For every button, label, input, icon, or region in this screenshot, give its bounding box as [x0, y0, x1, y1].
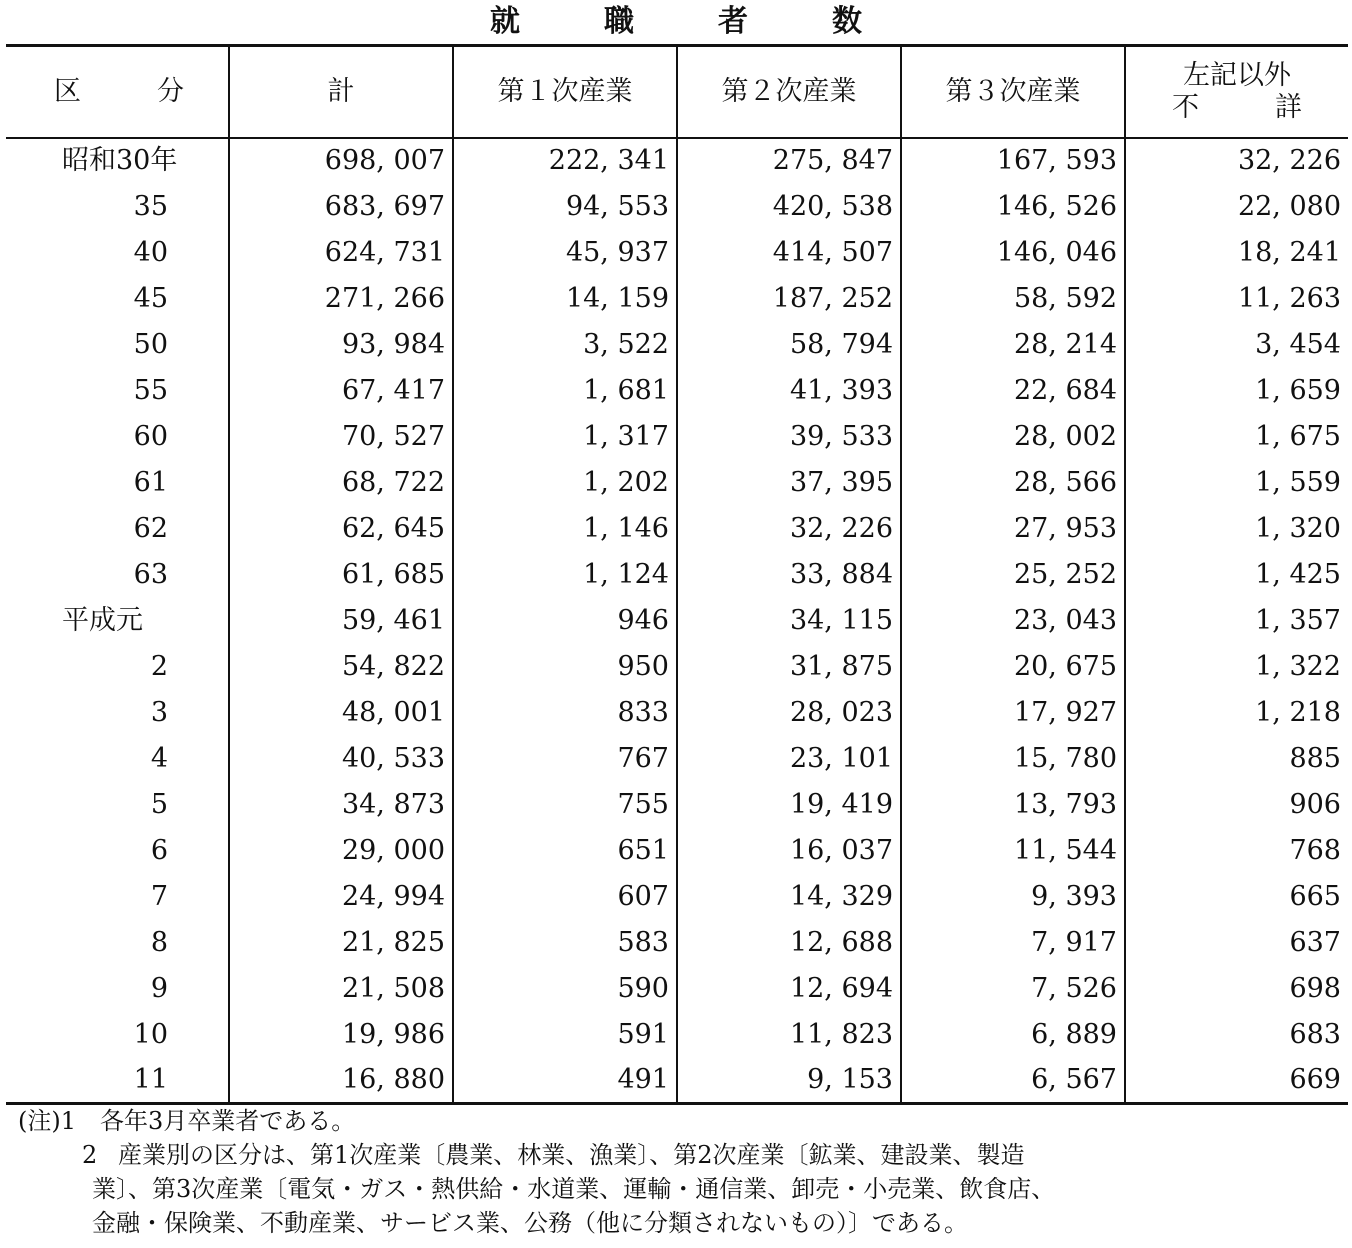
- cell-other: 665: [1125, 874, 1348, 920]
- table-row: [6, 644, 1348, 690]
- cell-tertiary: 9, 393: [901, 874, 1125, 920]
- row-label: 60: [133, 420, 168, 452]
- table-row: [6, 552, 1348, 598]
- cell-total: 271, 266: [229, 276, 453, 322]
- employment-table: [6, 44, 1348, 1105]
- table-title: [0, 2, 1352, 42]
- title-char: 就: [490, 4, 520, 39]
- cell-tertiary: 146, 046: [901, 230, 1125, 276]
- cell-secondary: 32, 226: [677, 506, 901, 552]
- cell-total: 21, 825: [229, 920, 453, 966]
- cell-tertiary: 15, 780: [901, 736, 1125, 782]
- cell-secondary: 31, 875: [677, 644, 901, 690]
- cell-total: 68, 722: [229, 460, 453, 506]
- cell-primary: 590: [453, 966, 677, 1012]
- cell-primary: 94, 553: [453, 184, 677, 230]
- note-2-text-line2: 業〕、第3次産業〔電気・ガス・熱供給・水道業、運輸・通信業、卸売・小売業、飲食店、: [92, 1175, 1056, 1203]
- table-row: [6, 322, 1348, 368]
- cell-secondary: 16, 037: [677, 828, 901, 874]
- cell-other: 669: [1125, 1058, 1348, 1104]
- title-char: 者: [718, 4, 748, 39]
- cell-total: 93, 984: [229, 322, 453, 368]
- note-2-text-line3: 金融・保険業、不動産業、サービス業、公務（他に分類されないもの）〕である。: [92, 1209, 968, 1237]
- note-1: [18, 1104, 1338, 1138]
- cell-primary: 755: [453, 782, 677, 828]
- table-row: [6, 736, 1348, 782]
- cell-secondary: 275, 847: [677, 138, 901, 184]
- row-label: 63: [133, 558, 168, 590]
- cell-secondary: 11, 823: [677, 1012, 901, 1058]
- cell-total: 24, 994: [229, 874, 453, 920]
- cell-secondary: 12, 688: [677, 920, 901, 966]
- cell-total: 21, 508: [229, 966, 453, 1012]
- cell-other: 1, 320: [1125, 506, 1348, 552]
- table-row: [6, 1012, 1348, 1058]
- cell-total: 29, 000: [229, 828, 453, 874]
- row-label: 62: [133, 512, 168, 544]
- cell-secondary: 34, 115: [677, 598, 901, 644]
- cell-other: 11, 263: [1125, 276, 1348, 322]
- cell-tertiary: 17, 927: [901, 690, 1125, 736]
- table-row: [6, 230, 1348, 276]
- note-mark: (注)1: [18, 1107, 77, 1135]
- cell-other: 683: [1125, 1012, 1348, 1058]
- cell-other: 1, 425: [1125, 552, 1348, 598]
- cell-total: 70, 527: [229, 414, 453, 460]
- cell-primary: 946: [453, 598, 677, 644]
- row-label: 平成元: [62, 604, 143, 636]
- note-1-text: 各年3月卒業者である。: [100, 1107, 356, 1135]
- cell-secondary: 9, 153: [677, 1058, 901, 1104]
- table-row: [6, 966, 1348, 1012]
- header-total: 計: [229, 46, 453, 138]
- cell-total: 16, 880: [229, 1058, 453, 1104]
- cell-secondary: 187, 252: [677, 276, 901, 322]
- row-label: 8: [150, 926, 168, 958]
- cell-other: 885: [1125, 736, 1348, 782]
- cell-other: 3, 454: [1125, 322, 1348, 368]
- row-label: 5: [150, 788, 168, 820]
- cell-tertiary: 23, 043: [901, 598, 1125, 644]
- table-row: [6, 1058, 1348, 1104]
- cell-primary: 45, 937: [453, 230, 677, 276]
- cell-secondary: 12, 694: [677, 966, 901, 1012]
- cell-tertiary: 7, 526: [901, 966, 1125, 1012]
- cell-total: 40, 533: [229, 736, 453, 782]
- row-label: 11: [6, 1058, 229, 1104]
- row-label: 7: [150, 880, 168, 912]
- cell-tertiary: 28, 214: [901, 322, 1125, 368]
- cell-total: 698, 007: [229, 138, 453, 184]
- cell-primary: 1, 124: [453, 552, 677, 598]
- cell-other: 1, 357: [1125, 598, 1348, 644]
- cell-tertiary: 11, 544: [901, 828, 1125, 874]
- cell-total: 34, 873: [229, 782, 453, 828]
- cell-other: 32, 226: [1125, 138, 1348, 184]
- table-row: [6, 598, 1348, 644]
- cell-tertiary: 28, 002: [901, 414, 1125, 460]
- table-row: [6, 506, 1348, 552]
- cell-primary: 651: [453, 828, 677, 874]
- cell-secondary: 420, 538: [677, 184, 901, 230]
- cell-other: 1, 559: [1125, 460, 1348, 506]
- table-body: [6, 138, 1348, 1104]
- notes: [18, 1104, 1338, 1240]
- cell-tertiary: 167, 593: [901, 138, 1125, 184]
- cell-secondary: 41, 393: [677, 368, 901, 414]
- row-label: 2: [150, 650, 168, 682]
- row-label: 3: [150, 696, 168, 728]
- cell-primary: 1, 681: [453, 368, 677, 414]
- cell-primary: 833: [453, 690, 677, 736]
- header-row: [6, 46, 1348, 138]
- header-primary: 第１次産業: [453, 46, 677, 138]
- cell-secondary: 23, 101: [677, 736, 901, 782]
- cell-secondary: 58, 794: [677, 322, 901, 368]
- cell-other: 698: [1125, 966, 1348, 1012]
- header-other-line1: 左記以外: [1183, 59, 1291, 91]
- cell-primary: 607: [453, 874, 677, 920]
- header-other: [1125, 46, 1348, 138]
- table-row: [6, 368, 1348, 414]
- row-label: 40: [133, 236, 168, 268]
- cell-tertiary: 20, 675: [901, 644, 1125, 690]
- cell-total: 62, 645: [229, 506, 453, 552]
- cell-tertiary: 28, 566: [901, 460, 1125, 506]
- cell-primary: 583: [453, 920, 677, 966]
- cell-total: 67, 417: [229, 368, 453, 414]
- header-secondary: 第２次産業: [677, 46, 901, 138]
- row-label: 9: [150, 972, 168, 1004]
- cell-other: 22, 080: [1125, 184, 1348, 230]
- cell-primary: 1, 146: [453, 506, 677, 552]
- row-label: 6: [150, 834, 168, 866]
- cell-tertiary: 6, 889: [901, 1012, 1125, 1058]
- note-2-line1: [18, 1138, 1338, 1172]
- cell-total: 48, 001: [229, 690, 453, 736]
- table-row: [6, 414, 1348, 460]
- cell-tertiary: 27, 953: [901, 506, 1125, 552]
- note-2-num: 2: [82, 1141, 98, 1169]
- cell-tertiary: 13, 793: [901, 782, 1125, 828]
- cell-primary: 491: [453, 1058, 677, 1104]
- cell-primary: 591: [453, 1012, 677, 1058]
- cell-other: 637: [1125, 920, 1348, 966]
- row-label: 55: [133, 374, 168, 406]
- cell-other: 1, 675: [1125, 414, 1348, 460]
- row-label: 45: [133, 282, 168, 314]
- header-tertiary: 第３次産業: [901, 46, 1125, 138]
- table-row: [6, 184, 1348, 230]
- row-label: 50: [133, 328, 168, 360]
- cell-total: 59, 461: [229, 598, 453, 644]
- cell-total: 19, 986: [229, 1012, 453, 1058]
- table-row: [6, 138, 1348, 184]
- table-row: [6, 782, 1348, 828]
- cell-secondary: 28, 023: [677, 690, 901, 736]
- cell-primary: 14, 159: [453, 276, 677, 322]
- row-label: 61: [133, 466, 168, 498]
- cell-total: 61, 685: [229, 552, 453, 598]
- table-row: [6, 828, 1348, 874]
- row-label: 10: [133, 1018, 168, 1050]
- cell-primary: 767: [453, 736, 677, 782]
- cell-secondary: 33, 884: [677, 552, 901, 598]
- title-char: 数: [832, 4, 862, 39]
- row-label: 35: [133, 190, 168, 222]
- cell-secondary: 19, 419: [677, 782, 901, 828]
- cell-primary: 3, 522: [453, 322, 677, 368]
- cell-other: 1, 218: [1125, 690, 1348, 736]
- cell-primary: 1, 202: [453, 460, 677, 506]
- title-char: 職: [604, 4, 634, 39]
- table-row: [6, 920, 1348, 966]
- note-2-text-line1: 産業別の区分は、第1次産業〔農業、林業、漁業〕、第2次産業〔鉱業、建設業、製造: [118, 1141, 1025, 1169]
- header-other-line2: 不 詳: [1172, 91, 1302, 123]
- cell-secondary: 414, 507: [677, 230, 901, 276]
- table-row: [6, 874, 1348, 920]
- cell-tertiary: 146, 526: [901, 184, 1125, 230]
- cell-other: 906: [1125, 782, 1348, 828]
- cell-tertiary: 58, 592: [901, 276, 1125, 322]
- cell-primary: 222, 341: [453, 138, 677, 184]
- cell-secondary: 14, 329: [677, 874, 901, 920]
- table-row: [6, 276, 1348, 322]
- cell-tertiary: 22, 684: [901, 368, 1125, 414]
- cell-tertiary: 6, 567: [901, 1058, 1125, 1104]
- cell-other: 1, 659: [1125, 368, 1348, 414]
- cell-other: 18, 241: [1125, 230, 1348, 276]
- table-row: [6, 690, 1348, 736]
- cell-primary: 1, 317: [453, 414, 677, 460]
- cell-other: 1, 322: [1125, 644, 1348, 690]
- cell-tertiary: 7, 917: [901, 920, 1125, 966]
- cell-secondary: 37, 395: [677, 460, 901, 506]
- header-category: 区 分: [6, 46, 229, 138]
- cell-secondary: 39, 533: [677, 414, 901, 460]
- cell-total: 54, 822: [229, 644, 453, 690]
- row-label: 昭和30年: [62, 145, 178, 176]
- cell-tertiary: 25, 252: [901, 552, 1125, 598]
- table-row: [6, 460, 1348, 506]
- cell-total: 683, 697: [229, 184, 453, 230]
- cell-total: 624, 731: [229, 230, 453, 276]
- cell-other: 768: [1125, 828, 1348, 874]
- row-label: 4: [150, 742, 168, 774]
- cell-primary: 950: [453, 644, 677, 690]
